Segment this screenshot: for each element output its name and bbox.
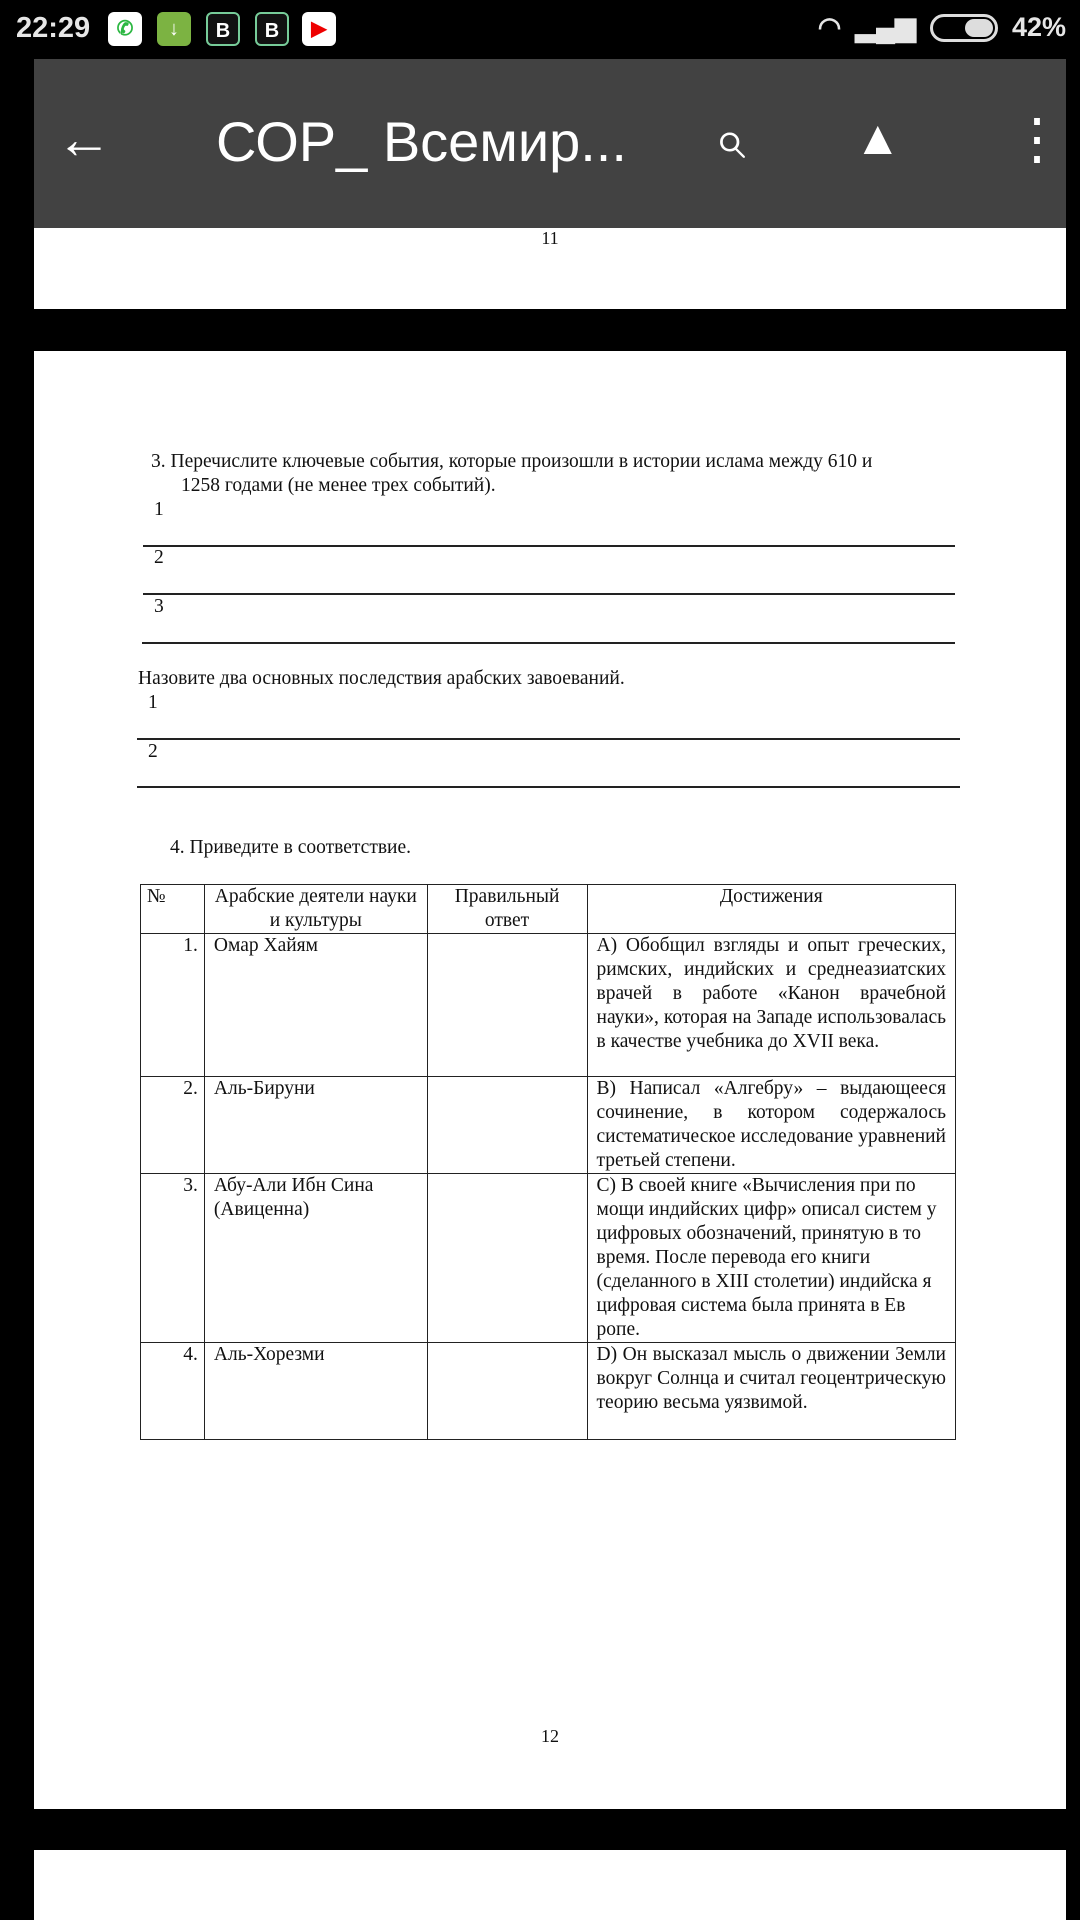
page-12 bbox=[34, 351, 1066, 1809]
back-arrow-icon[interactable]: ← bbox=[56, 107, 112, 170]
answer-label: 2 bbox=[154, 547, 164, 568]
answer-label: 1 bbox=[148, 692, 158, 713]
table-row bbox=[141, 1343, 956, 1440]
page-number: 12 bbox=[541, 1726, 559, 1746]
header-achievements: Достижения bbox=[587, 885, 955, 934]
wifi-icon: ◠ bbox=[817, 12, 842, 42]
matching-table bbox=[140, 884, 956, 1440]
answer-line[interactable] bbox=[142, 642, 955, 644]
answer-line[interactable] bbox=[137, 738, 960, 740]
answer-label: 2 bbox=[148, 741, 158, 762]
clock: 22:29 bbox=[16, 12, 91, 44]
answer-line[interactable] bbox=[143, 545, 955, 547]
table-row bbox=[141, 1174, 956, 1343]
search-icon[interactable]: ⌕ bbox=[714, 107, 746, 170]
battery-percent: 42% bbox=[1011, 12, 1066, 42]
answer-cell[interactable] bbox=[427, 1174, 587, 1343]
download-icon: ↓ bbox=[157, 12, 191, 46]
header-figures: Арабские деятели науки и культуры bbox=[204, 885, 427, 934]
table-row bbox=[141, 1077, 956, 1174]
question-3b-text: Назовите два основных последствия арабских завоеваний. bbox=[138, 668, 625, 689]
question-3-text-2: 1258 годами (не менее трех событий). bbox=[181, 475, 496, 496]
achievement-text: D) Он высказал мысль о движении Земли вокруг Солнца и считал геоцентрическую теорию весьма уязвимой. bbox=[587, 1343, 955, 1440]
row-number: 3. bbox=[141, 1174, 205, 1343]
battery-icon bbox=[930, 14, 998, 42]
document-title: СОР_ Всемир... bbox=[216, 110, 627, 173]
whatsapp-icon: ✆ bbox=[108, 12, 142, 46]
row-number: 1. bbox=[141, 934, 205, 1077]
table-row bbox=[141, 934, 956, 1077]
answer-label: 1 bbox=[154, 499, 164, 520]
app-toolbar bbox=[34, 59, 1066, 228]
vk-icon-2: B bbox=[255, 12, 289, 46]
answer-line[interactable] bbox=[137, 786, 960, 788]
figure-name: Омар Хайям bbox=[204, 934, 427, 1077]
achievement-text: В) Написал «Алгебру» – выдающееся сочинение, в котором содержалось систематическое исследование уравнений третьей степени. bbox=[587, 1077, 955, 1174]
page-13 bbox=[34, 1850, 1066, 1920]
figure-name: Аль-Хорезми bbox=[204, 1343, 427, 1440]
vk-icon: B bbox=[206, 12, 240, 46]
status-bar bbox=[0, 0, 1080, 58]
signal-icon: ▂▄▆ bbox=[855, 12, 916, 42]
question-4-text: 4. Приведите в соответствие. bbox=[170, 837, 412, 858]
page-11 bbox=[34, 228, 1066, 309]
more-options-icon[interactable]: ⋮ bbox=[1009, 107, 1065, 170]
answer-label: 3 bbox=[154, 596, 164, 617]
answer-cell[interactable] bbox=[427, 934, 587, 1077]
page-number: 11 bbox=[541, 228, 559, 248]
row-number: 4. bbox=[141, 1343, 205, 1440]
table-header-row bbox=[141, 885, 956, 934]
achievement-text: С) В своей книге «Вычисления при по мощи индийских цифр» описал систем у цифровых обозначений, принятую в то время. После перевода его книги (сделанного в XIII столетии) индийска я цифровая система была принята в Ев ропе. bbox=[587, 1174, 955, 1343]
achievement-text: А) Обобщил взгляды и опыт греческих, римских, индийских и среднеазиатских врачей в работе «Канон врачебной науки», которая на Западе использовалась в качестве учебника до XVII века. bbox=[587, 934, 955, 1077]
figure-name: Абу-Али Ибн Сина (Авиценна) bbox=[204, 1174, 427, 1343]
header-number: № bbox=[141, 885, 205, 934]
header-answer: Правильный ответ bbox=[427, 885, 587, 934]
question-3-text: 3. Перечислите ключевые события, которые произошли в истории ислама между 610 и bbox=[151, 451, 873, 472]
figure-name: Аль-Бируни bbox=[204, 1077, 427, 1174]
answer-cell[interactable] bbox=[427, 1077, 587, 1174]
answer-cell[interactable] bbox=[427, 1343, 587, 1440]
drive-add-icon[interactable]: ▲ bbox=[854, 112, 902, 165]
row-number: 2. bbox=[141, 1077, 205, 1174]
answer-line[interactable] bbox=[143, 593, 955, 595]
youtube-icon: ▶ bbox=[302, 12, 336, 46]
